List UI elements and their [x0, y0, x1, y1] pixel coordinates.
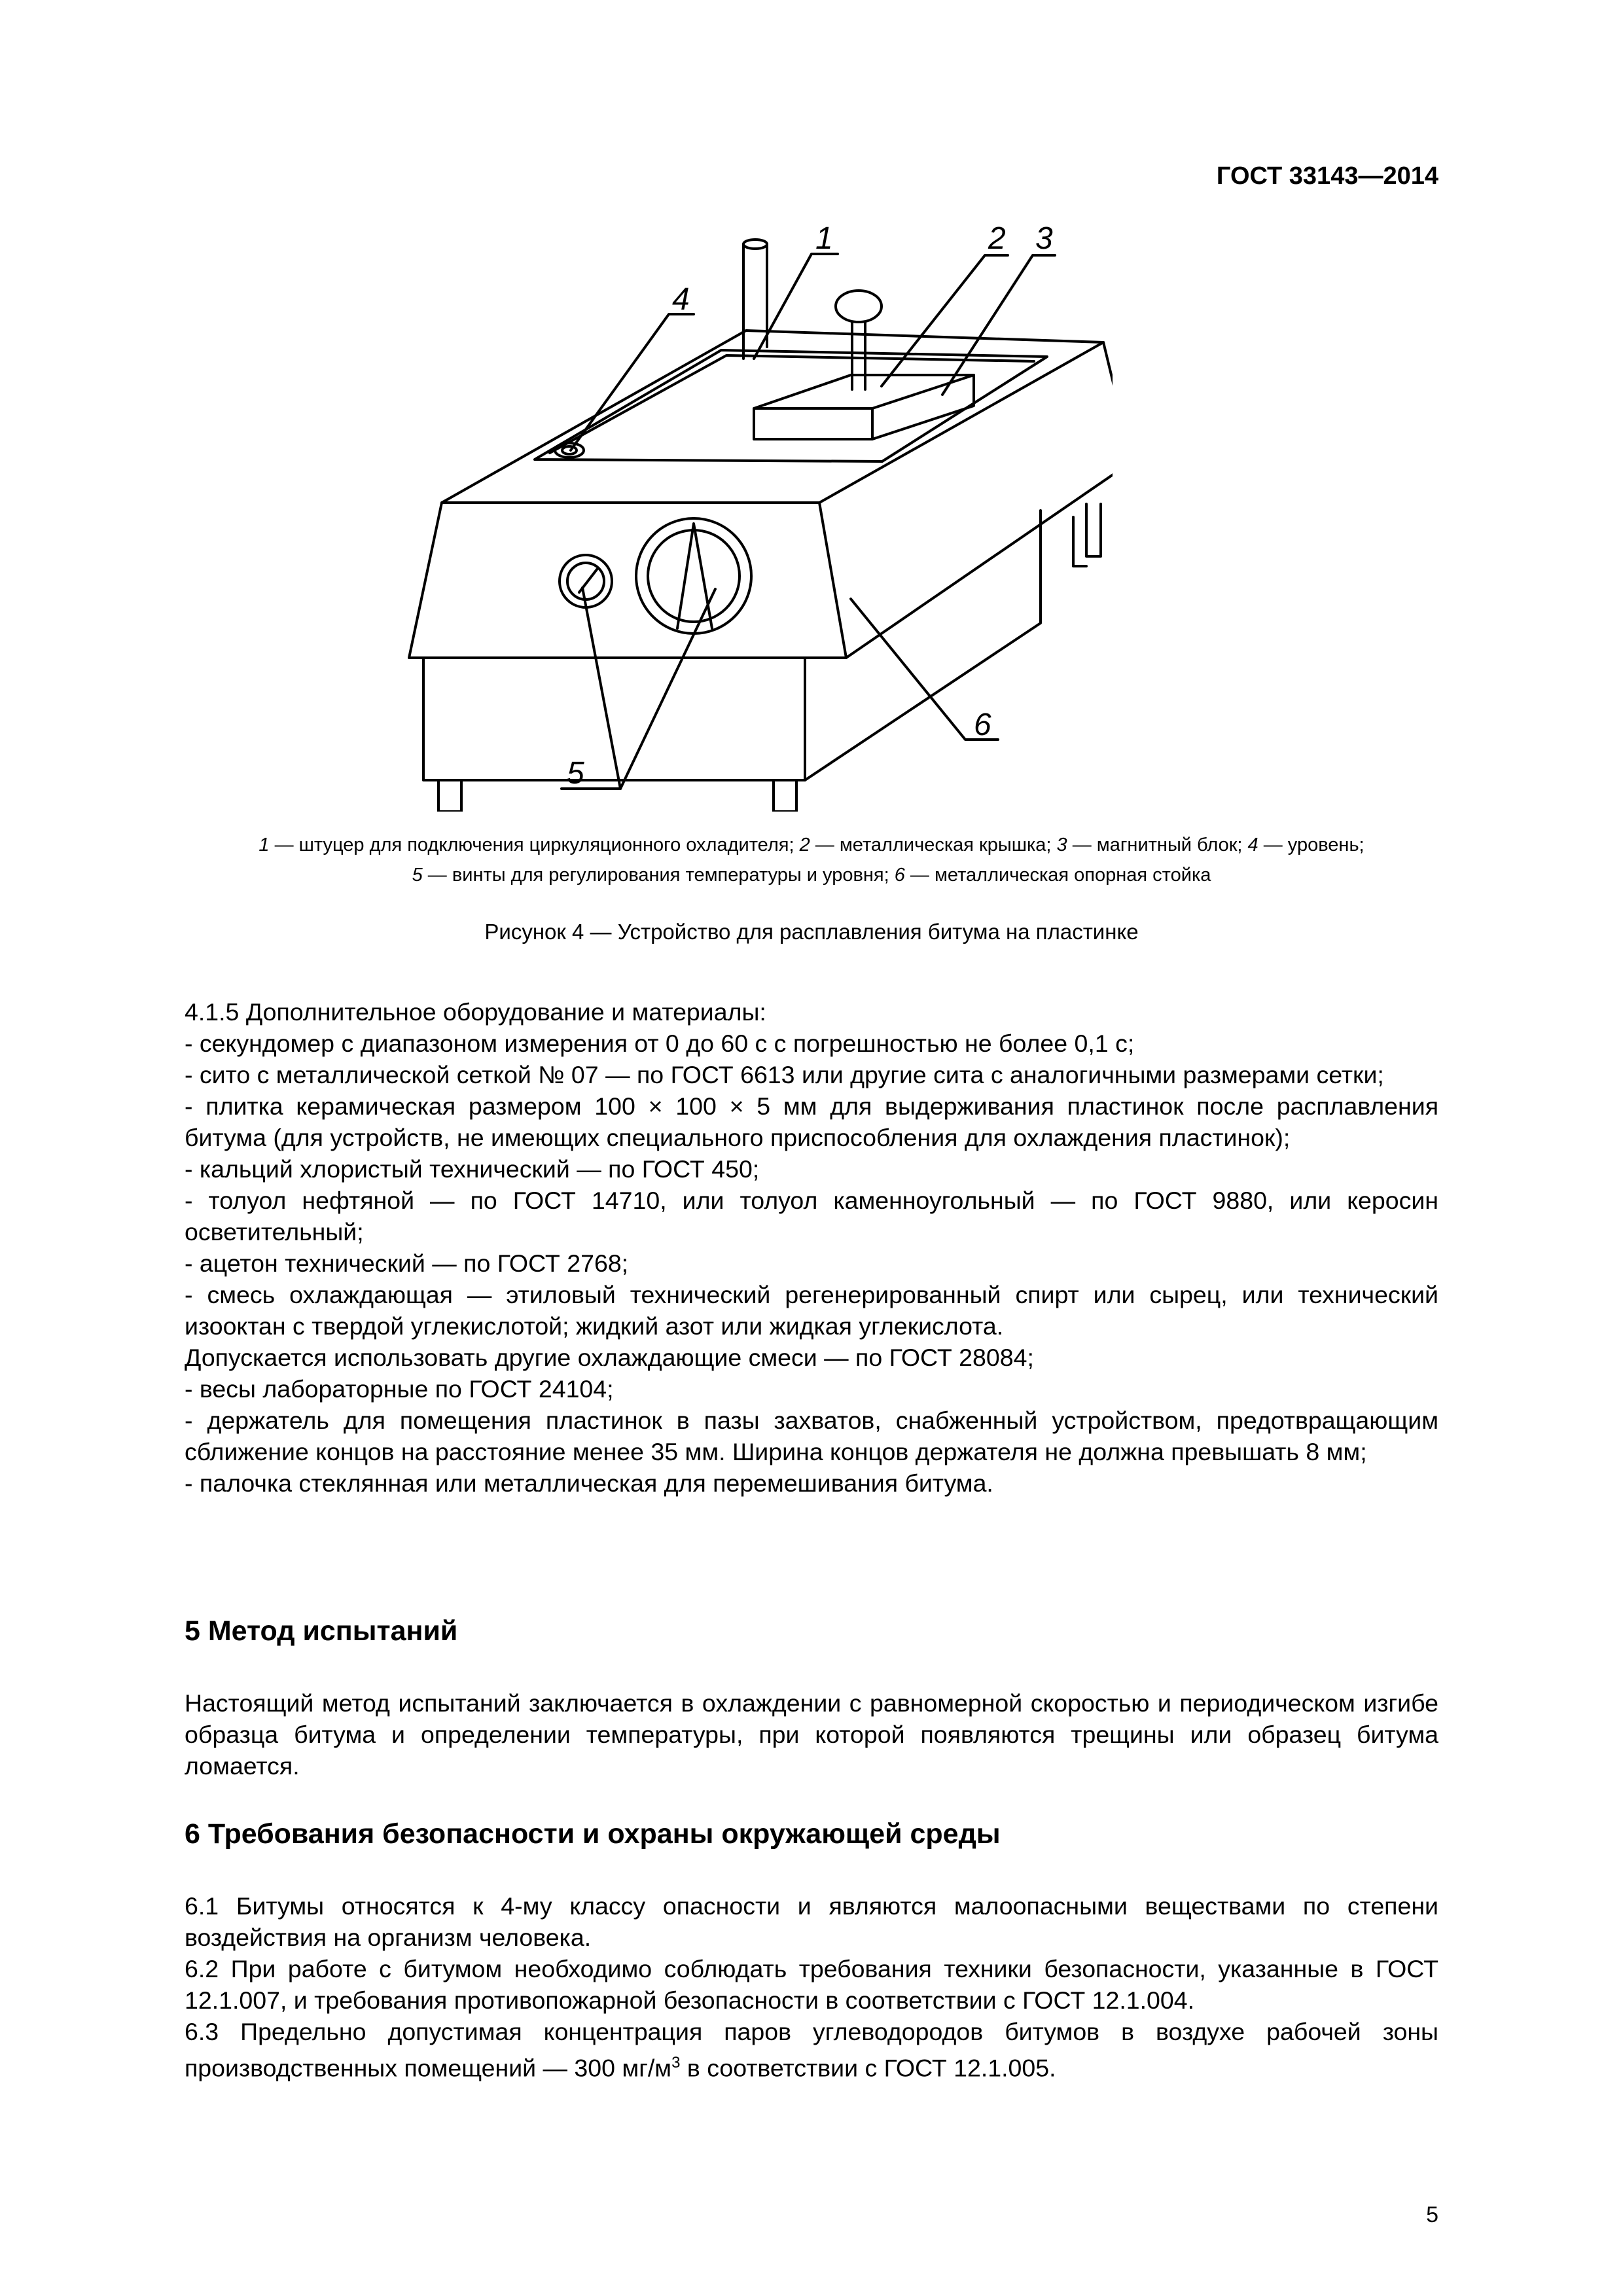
list-item: - ацетон технический — по ГОСТ 2768; — [185, 1249, 629, 1277]
callout-2: 2 — [988, 223, 1006, 256]
page-number: 5 — [1426, 2202, 1438, 2227]
drawing-base-side — [805, 511, 1041, 780]
list-item: - держатель для помещения пластинок в пазы захватов, снабженный устройством, предотвращающим сближение концов на расстояние менее 35 мм. Ширина концов держателя не должна превышать 8 мм; — [185, 1407, 1438, 1465]
legend-item: 5 — винты для регулирования температуры и уровня; — [412, 865, 895, 886]
drawing-back-leg — [1073, 517, 1086, 566]
legend-item: 1 — штуцер для подключения циркуляционного охладителя; — [259, 834, 800, 855]
list-item: - весы лабораторные по ГОСТ 24104; — [185, 1375, 614, 1403]
drawing-housing-front — [409, 503, 846, 658]
section-6-body — [185, 1890, 1438, 2084]
document-code: ГОСТ 33143—2014 — [1216, 162, 1438, 190]
list-item: - секундомер с диапазоном измерения от 0 до 60 с с погрешностью не более 0,1 с; — [185, 1030, 1135, 1057]
legend-item: 2 — металлическая крышка; — [799, 834, 1057, 855]
list-item: - смесь охлаждающая — этиловый технический регенерированный спирт или сырец, или технический изооктан с твердой углекислотой; жидкий азот или жидкая углекислота. — [185, 1281, 1438, 1340]
drawing-leader — [582, 588, 715, 789]
paragraph: Настоящий метод испытаний заключается в охлаждении с равномерной скоростью и периодическом изгибе образца битума и определении температуры, при которой появляются трещины или образец битума ломается. — [185, 1689, 1438, 1780]
callout-1: 1 — [815, 223, 833, 256]
paragraph: Допускается использовать другие охлаждающие смеси — по ГОСТ 28084; — [185, 1344, 1034, 1371]
legend-item: 4 — уровень; — [1247, 834, 1364, 855]
legend-item: 6 — металлическая опорная стойка — [894, 865, 1211, 886]
drawing-knob — [836, 291, 882, 322]
device-drawing — [353, 223, 1113, 812]
callout-6: 6 — [974, 708, 991, 742]
section-5-body — [185, 1687, 1438, 1782]
superscript: 3 — [671, 2054, 681, 2072]
section-5-title: 5 Метод испытаний — [185, 1615, 458, 1647]
drawing-back-leg — [1086, 504, 1101, 556]
callout-5: 5 — [567, 756, 584, 791]
section-6-title: 6 Требования безопасности и охраны окружающей среды — [185, 1818, 1001, 1850]
legend-item: 3 — магнитный блок; — [1056, 834, 1248, 855]
list-item: - плитка керамическая размером 100 × 100 × 5 мм для выдерживания пластинок после расплавления битума (для устройств, не имеющих специального приспособления для охлаждения пластинок); — [185, 1092, 1438, 1151]
figure-legend-line-2 — [111, 860, 1512, 890]
drawing-knob-stem — [852, 322, 865, 389]
drawing-large-dial — [636, 518, 751, 634]
list-item: - толуол нефтяной — по ГОСТ 14710, или толуол каменноугольный — по ГОСТ 9880, или керосин осветительный; — [185, 1187, 1438, 1246]
drawing-housing-side — [819, 342, 1113, 658]
figure-caption: Рисунок 4 — Устройство для расплавления битума на пластинке — [484, 920, 1139, 944]
figure-legend-line-1 — [111, 830, 1512, 860]
list-item: - кальций хлористый технический — по ГОСТ 450; — [185, 1155, 760, 1183]
paragraph: 6.2 При работе с битумом необходимо соблюдать требования техники безопасности, указанные в ГОСТ 12.1.007, и требования противопожарной безопасности в соответствии с ГОСТ 12.1.004. — [185, 1955, 1438, 2014]
drawing-front-leg — [438, 780, 461, 812]
list-item: - палочка стеклянная или металлическая для перемешивания битума. — [185, 1469, 993, 1497]
section-4-1-5 — [185, 996, 1438, 1499]
paragraph: 6.1 Битумы относятся к 4-му классу опасности и являются малоопасными веществами по степени воздействия на организм человека. — [185, 1892, 1438, 1951]
list-item: - сито с металлической сеткой № 07 — по ГОСТ 6613 или другие сита с аналогичными размерами сетки; — [185, 1061, 1384, 1088]
callout-3: 3 — [1035, 223, 1053, 256]
paragraph: 6.3 Предельно допустимая концентрация паров углеводородов битумов в воздухе рабочей зоны производственных помещений — 300 $мг/м^3$ в соответствии с ГОСТ 12.1.005. — [185, 2018, 1438, 2082]
paragraph: 4.1.5 Дополнительное оборудование и материалы: — [185, 998, 766, 1026]
callout-4: 4 — [672, 282, 690, 317]
drawing-front-leg — [774, 780, 796, 812]
drawing-fitting-top — [743, 240, 767, 249]
